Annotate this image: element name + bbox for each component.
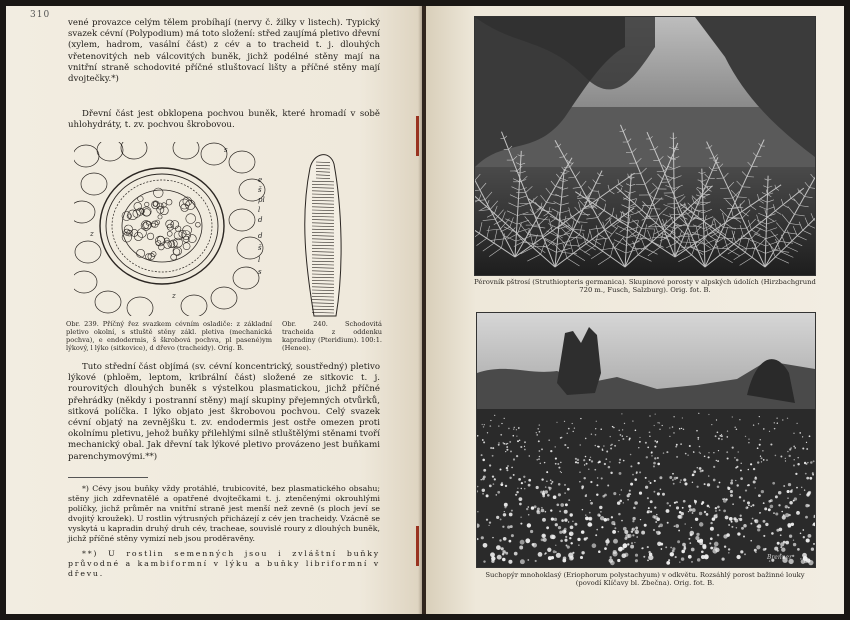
svg-text:z: z [90, 230, 94, 238]
photo-ostrich-fern [474, 16, 816, 276]
footnote-seed-plants: **) U rostlin semenných jsou i zvláštní buňky průvodné a kambiformní v lýku a buňky libriformní v dřevu. [68, 549, 380, 578]
book-spread [6, 6, 844, 614]
svg-text:š: š [258, 186, 262, 194]
svg-text:l: l [258, 256, 261, 264]
page-number: 310 [30, 10, 51, 20]
left-page [6, 6, 422, 614]
photo-cotton-grass-meadow [476, 312, 816, 568]
svg-text:z: z [172, 292, 176, 300]
svg-text:e: e [258, 176, 263, 184]
svg-text:s: s [258, 268, 262, 276]
paragraph-phloem: Tuto střední část objímá (sv. cévní koncentrický, soustředný) pletivo lýkové (phloëm, leptom, kribrální část) složené ze sitkovic t. j. rourovitých dlouhých buněk s výstelkou plasmatickou, jichž příčné přehrádky (někdy i postranní stěny) mají skupiny přejemných otvůrků, sitková políčka. I lýko objato jest škrobovou pochvou. Celý svazek cévní objatý na zevnějšku t. zv. endodermis jest ostře omezen proti okolnímu pletivu, jehož buňky přilehlými silně stluštělými stěnami tvoří mechanický obal. Jak dřevní tak lýkové pletivo provázeno jest buňkami parenchymovými.**) [68, 362, 380, 462]
right-page [426, 6, 844, 614]
svg-text:pl: pl [258, 196, 265, 204]
photo-signature: Brenner [767, 554, 792, 561]
svg-text:l: l [258, 206, 261, 214]
paragraph-vascular-bundle: vené provazce celým tělem probíhají (nervy č. žilky v listech). Typický svazek cévní (Polypodium) má toto složení: střed zaujímá pletivo dřevní (xylem, hadrom, vasální část) z cév a to tracheid t. j. dlouhých vřetenovitých neb válcovitých buněk, jichž podélné stěny mají na vnitřní straně schodovité příčné stluštovací lišty a příčné stěny mají dvojtečky.*) [68, 18, 380, 85]
svg-text:d: d [258, 232, 263, 240]
photo-bottom-caption: Suchopýr mnohoklasý (Eriophorum polystachyum) v odkvětu. Rozsáhlý porost bažinné louky (povodí Klíčavy bl. Zbečna). Orig. fot. B. [485, 571, 805, 588]
paragraph-starch-sheath: Dřevní část jest obklopena pochvou buněk, které hromadí v sobě uhlohydráty, t. zv. pochvou škrobovou. [68, 109, 380, 131]
photo-top-caption: Pérovník pštrosí (Struthiopteris germanica). Skupinové porosty v alpských údolích (Hirzbachgrund 720 m., Fusch, Salzburg). Orig. fot. B. [474, 278, 816, 295]
figure-239-vascular-bundle-cross-section [74, 142, 274, 316]
footnote-rule [68, 477, 148, 478]
figure-240-scalariform-tracheid [296, 148, 350, 320]
footnote-vessels: *) Cévy jsou buňky vždy protáhlé, trubicovité, bez plasmatického obsahu; stěny jich zdřevnatělé a opatřené dvojtečkami t. j. ztenčenými okrouhlými políčky, jichž průměr na vnitřní straně jest menší než zevně (s ploch jeví se dvojitý kroužek). U rostlin výtrusných přicházejí z cév jen tracheidy. Vzácně se vyskytá u kapradin druhý druh cév, tracheae, souvislé roury z dlouhých buněk, jichž příčné stěny vymizí neb jsou proděravěny. [68, 484, 380, 543]
svg-text:d: d [258, 216, 263, 224]
svg-text:š: š [258, 244, 262, 252]
svg-text:s: s [224, 146, 228, 154]
figure-240-caption: Obr. 240. Schodovitá tracheida z oddenku kapradiny (Pteridium). 100:1. (Henee). [282, 320, 382, 352]
figure-239-caption: Obr. 239. Příčný řez svazkem cévním osladiče: z základní pletivo okolní, s stluště stěny zákl. pletiva (mechanická pochva), e endodermis, š škrobová pochva, pl pasené)ym lýkový, l lýko (sitkovice), d dřevo (tracheidy). Orig. B. [66, 320, 272, 352]
